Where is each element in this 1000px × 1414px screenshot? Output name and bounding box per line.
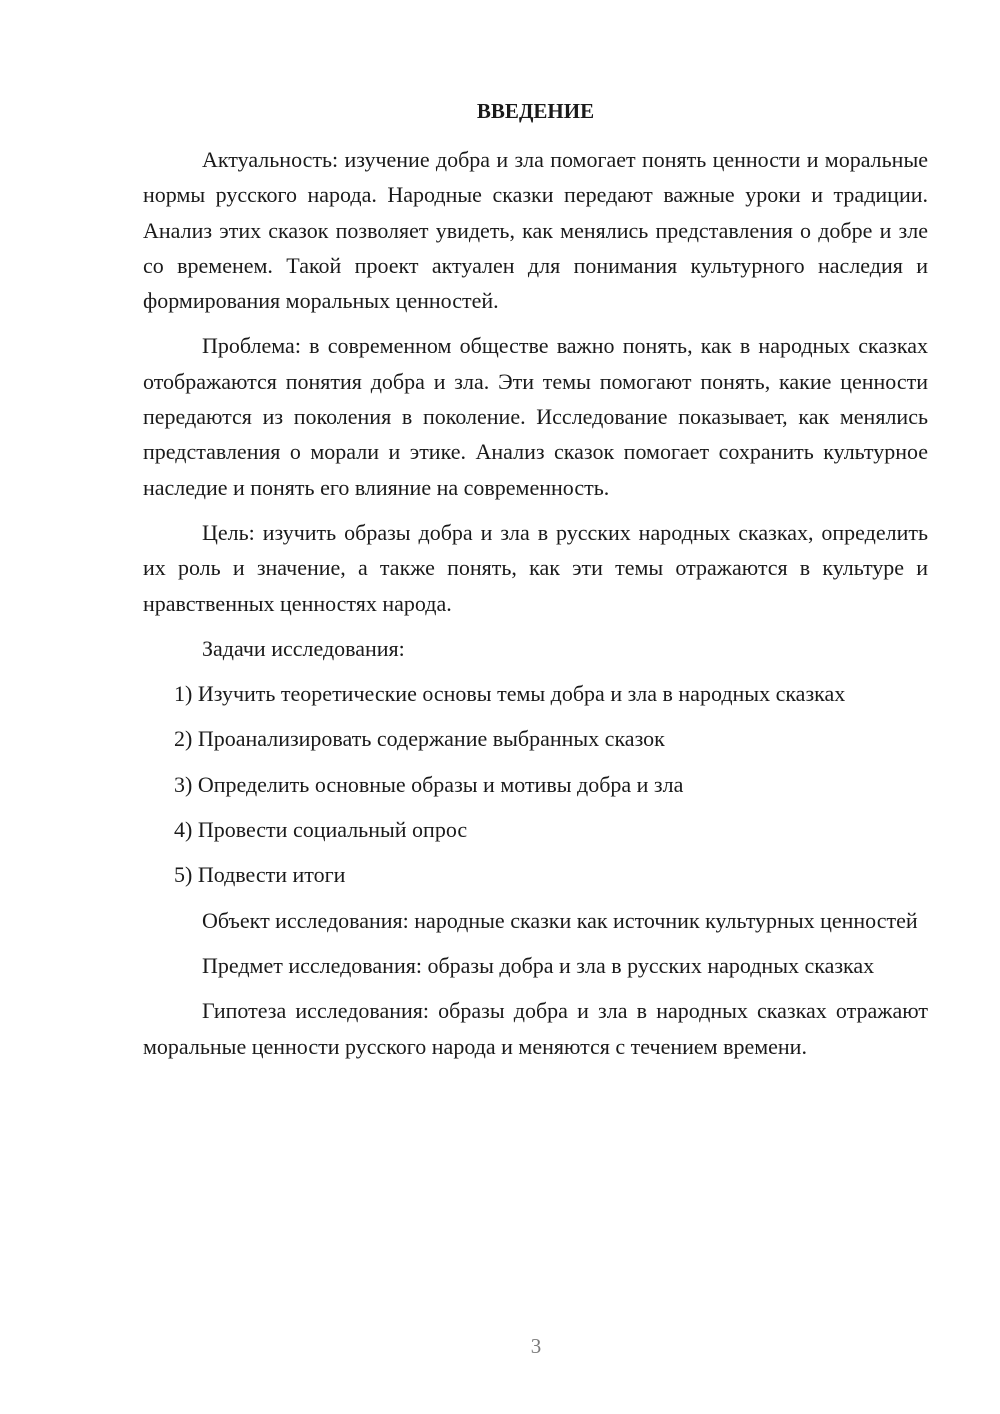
paragraph-hypothesis: Гипотеза исследования: образы добра и зла в народных сказках отражают моральные ценности русского народа и меняются с течением времени.: [143, 998, 928, 1059]
task-item-5: 5) Подвести итоги: [174, 862, 346, 888]
paragraph-object: Объект исследования: народные сказки как источник культурных ценностей: [202, 907, 918, 933]
paragraph-goal: Цель: изучить образы добра и зла в русских народных сказках, определить их роль и значение, а также понять, как эти темы отражаются в культуре и нравственных ценностях народа.: [143, 519, 928, 616]
task-item-4: 4) Провести социальный опрос: [174, 817, 468, 843]
task-item-1: 1) Изучить теоретические основы темы добра и зла в народных сказках: [174, 681, 846, 707]
page-title: ВВЕДЕНИЕ: [476, 99, 595, 123]
paragraph-relevance: Актуальность: изучение добра и зла помогает понять ценности и моральные нормы русского народа. Народные сказки передают важные уроки и традиции. Анализ этих сказок позволяет увидеть, как менялись представления о добре и зле со временем. Такой проект актуален для понимания культурного наследия и формирования моральных ценностей.: [143, 147, 928, 314]
paragraph-problem: Проблема: в современном обществе важно понять, как в народных сказках отображаются понятия добра и зла. Эти темы помогают понять, какие ценности передаются из поколения в поколение. Исследование показывает, как менялись представления о морали и этике. Анализ сказок помогает сохранить культурное наследие и понять его влияние на современность.: [143, 333, 928, 500]
task-item-2: 2) Проанализировать содержание выбранных сказок: [174, 726, 665, 752]
task-item-3: 3) Определить основные образы и мотивы добра и зла: [174, 771, 684, 797]
document-body: [143, 142, 928, 1074]
paragraph-tasks-heading: Задачи исследования:: [202, 635, 405, 661]
paragraph-subject: Предмет исследования: образы добра и зла в русских народных сказках: [202, 952, 875, 978]
page-number: 3: [530, 1334, 542, 1358]
